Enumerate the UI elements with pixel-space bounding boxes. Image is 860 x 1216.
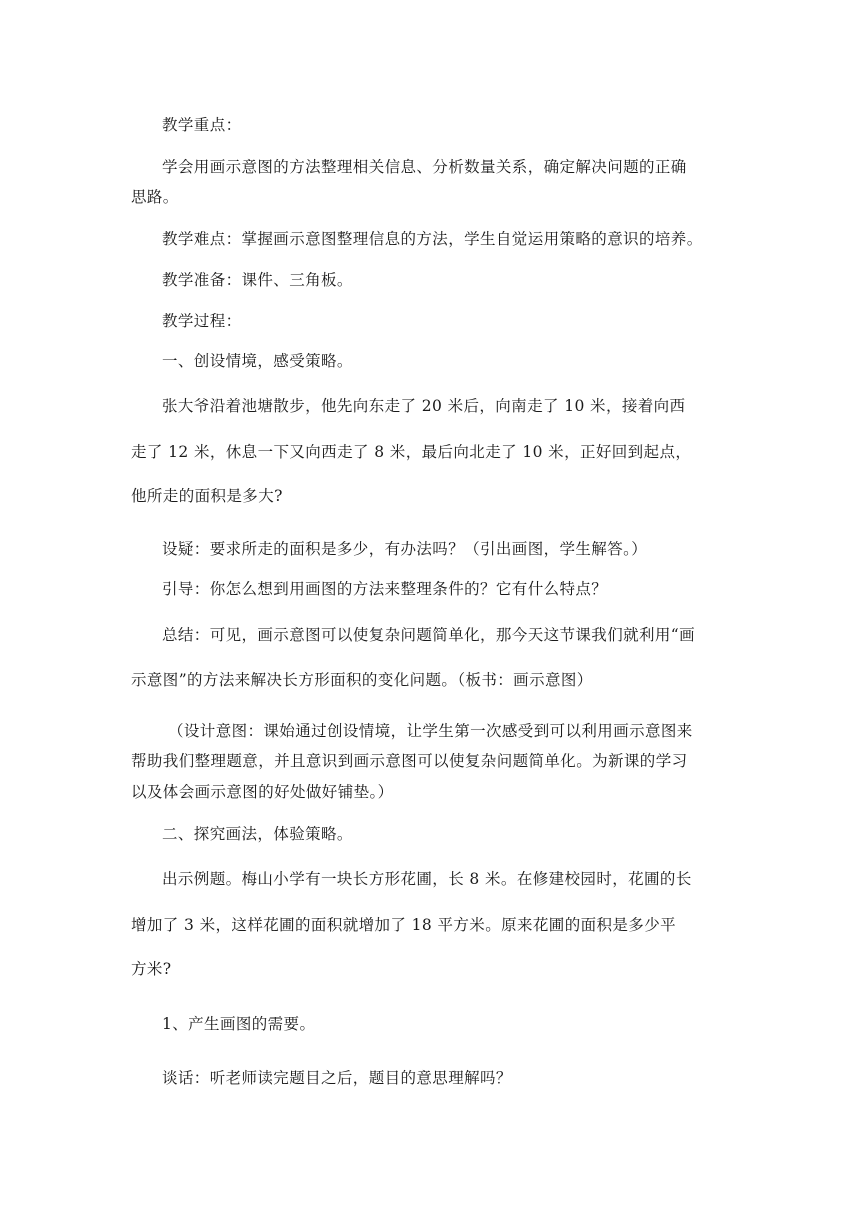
story-line-2: 走了 12 米，休息一下又向西走了 8 米，最后向北走了 10 米，正好回到起点， (131, 443, 692, 461)
question-prompt: 设疑：要求所走的面积是多少，有办法吗？（引出画图，学生解答。） (162, 540, 648, 558)
design-intent-line-2: 帮助我们整理题意，并且意识到画示意图可以使复杂问题简单化。为新课的学习 (131, 752, 688, 770)
teaching-focus-line-2: 思路。 (131, 188, 179, 206)
design-intent-line-1: （设计意图：课始通过创设情境，让学生第一次感受到可以利用画示意图来 (168, 722, 693, 740)
dialogue: 谈话：听老师读完题目之后，题目的意思理解吗？ (162, 1069, 512, 1087)
teaching-focus-line-1: 学会用画示意图的方法整理相关信息、分析数量关系，确定解决问题的正确 (162, 158, 687, 176)
story-line-1: 张大爷沿着池塘散步，他先向东走了 20 米后，向南走了 10 米，接着向西 (162, 397, 686, 415)
guidance: 引导：你怎么想到用画图的方法来整理条件的？它有什么特点？ (162, 580, 608, 598)
section-one-heading: 一、创设情境，感受策略。 (162, 352, 353, 370)
teaching-difficulty: 教学难点：掌握画示意图整理信息的方法，学生自觉运用策略的意识的培养。 (162, 230, 703, 248)
summary-line-1: 总结：可见，画示意图可以使复杂问题简单化，那今天这节课我们就利用“画 (162, 626, 696, 644)
teaching-preparation: 教学准备：课件、三角板。 (162, 271, 353, 289)
heading-teaching-process: 教学过程： (162, 312, 242, 330)
design-intent-line-3: 以及体会画示意图的好处做好铺垫。） (131, 783, 394, 801)
example-line-2: 增加了 3 米，这样花圃的面积就增加了 18 平方米。原来花圃的面积是多少平 (131, 916, 676, 934)
summary-line-2: 示意图”的方法来解决长方形面积的变化问题。（板书：画示意图） (131, 671, 593, 689)
section-two-heading: 二、探究画法，体验策略。 (162, 825, 353, 843)
story-line-3: 他所走的面积是多大? (131, 487, 283, 505)
heading-teaching-focus: 教学重点： (162, 116, 242, 134)
example-line-3: 方米? (131, 960, 172, 978)
example-line-1: 出示例题。梅山小学有一块长方形花圃，长 8 米。在修建校园时，花圃的长 (162, 870, 692, 888)
step-one-heading: 1、产生画图的需要。 (162, 1015, 316, 1033)
